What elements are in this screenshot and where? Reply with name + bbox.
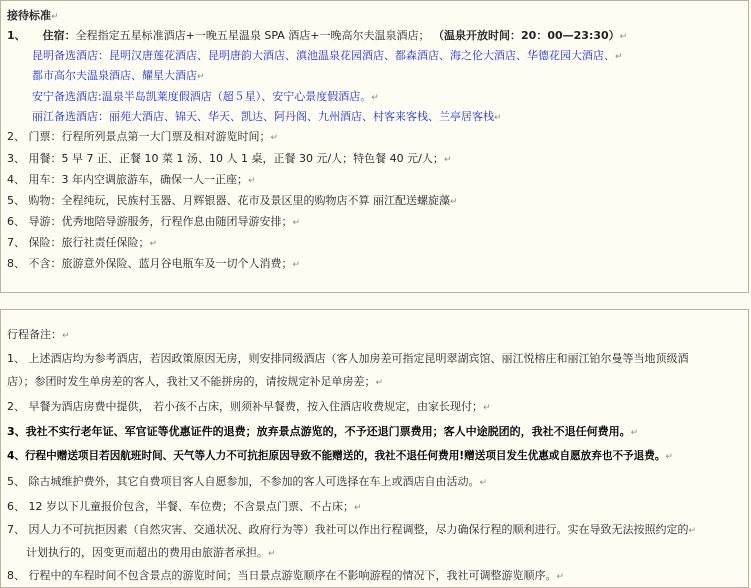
item-exclusions: 8、 不含：旅游意外保险、蓝月谷电瓶车及一切个人消费；↵ [7,257,301,270]
lijiang-hotels: 丽江备选酒店：丽苑大酒店、锦天、华天、凯达、阿丹阁、九州酒店、村客来客栈、兰亭居客栈↵ [32,110,502,123]
note-1: 1、 上述酒店均为参考酒店，若因政策原因无房，则安排同级酒店（客人加房差可指定昆明翠湖宾馆、丽江悦榕庄和丽江铂尔曼等当地顶级酒 [7,352,689,365]
item-vehicle: 4、 用车：3 年内空调旅游车，确保一人一正座；↵ [7,173,256,186]
itinerary-notes-section [0,309,749,588]
item-insurance: 7、 保险：旅行社责任保险；↵ [7,236,158,249]
note-4: 4、行程中赠送项目若因航班时间、天气等人力不可抗拒原因导致不能赠送的，我社不退任何费用!赠送项目发生优惠或自愿放弃也不予退费。↵ [7,450,673,462]
section1-title: 接待标准↵ [7,9,59,22]
anning-hotels: 安宁备选酒店:温泉半岛凯莱度假酒店（超５星）、安宁心景度假酒店。↵ [32,90,379,103]
kunming-hotels: 昆明备选酒店：昆明汉唐莲花酒店、昆明唐韵大酒店、滇池温泉花园酒店、都森酒店、海之伦大酒店、华德花园大酒店、↵ [32,49,623,62]
note-2: 2、 早餐为酒店房费中提供， 若小孩不占床，则须补早餐费，按入住酒店收费规定，由家长现付；↵ [7,400,491,413]
reception-standard-section [0,0,749,293]
item-accommodation: 1、 住宿：全程指定五星标准酒店+一晚五星温泉 SPA 酒店+一晚高尔夫温泉酒店； （温泉开放时间：20：00—23:30）↵ [7,29,628,42]
item-meals: 3、 用餐：5 早 7 正、正餐 10 菜 1 汤、10 人 1 桌，正餐 30 元/人；特色餐 40 元/人；↵ [7,152,452,165]
note-1-cont: 店）；参团时发生单房差的客人，我社又不能拼房的，请按规定补足单房差；↵ [7,375,384,388]
section-gap [0,293,751,309]
kunming-hotels-cont: 都市高尔夫温泉酒店、耀星大酒店↵ [32,69,205,82]
note-8: 8、 行程中的车程时间不包含景点的游览时间；当日景点游览顺序在不影响游程的情况下，我社可调整游览顺序。↵ [7,569,565,582]
note-7-cont: 计划执行的，因变更而超出的费用由旅游者承担。↵ [26,546,276,559]
section2-title: 行程备注：↵ [7,328,70,341]
note-6: 6、 12 岁以下儿童报价包含，半餐、车位费；不含景点门票、不占床；↵ [7,500,362,513]
item-tickets: 2、 门票：行程所列景点第一大门票及相对游览时间；↵ [7,130,279,143]
item-shopping: 5、 购物：全程纯玩，民族村玉器、月辉银器、花市及景区里的购物店不算 丽江配送螺旋藻↵ [7,194,458,207]
note-7: 7、 因人力不可抗拒因素（自然灾害、交通状况、政府行为等）我社可以作出行程调整，尽力确保行程的顺利进行。实在导致无法按照约定的↵ [7,523,697,536]
note-5: 5、 除古城维护费外，其它自费项目客人自愿参加，不参加的客人可选择在车上或酒店自由活动。↵ [7,475,488,488]
note-3: 3、我社不实行老年证、军官证等优惠证件的退费；放弃景点游览的，不予还退门票费用；客人中途脱团的，我社不退任何费用。↵ [7,425,639,438]
item-guide: 6、 导游：优秀地陪导游服务，行程作息由随团导游安排；↵ [7,215,301,228]
